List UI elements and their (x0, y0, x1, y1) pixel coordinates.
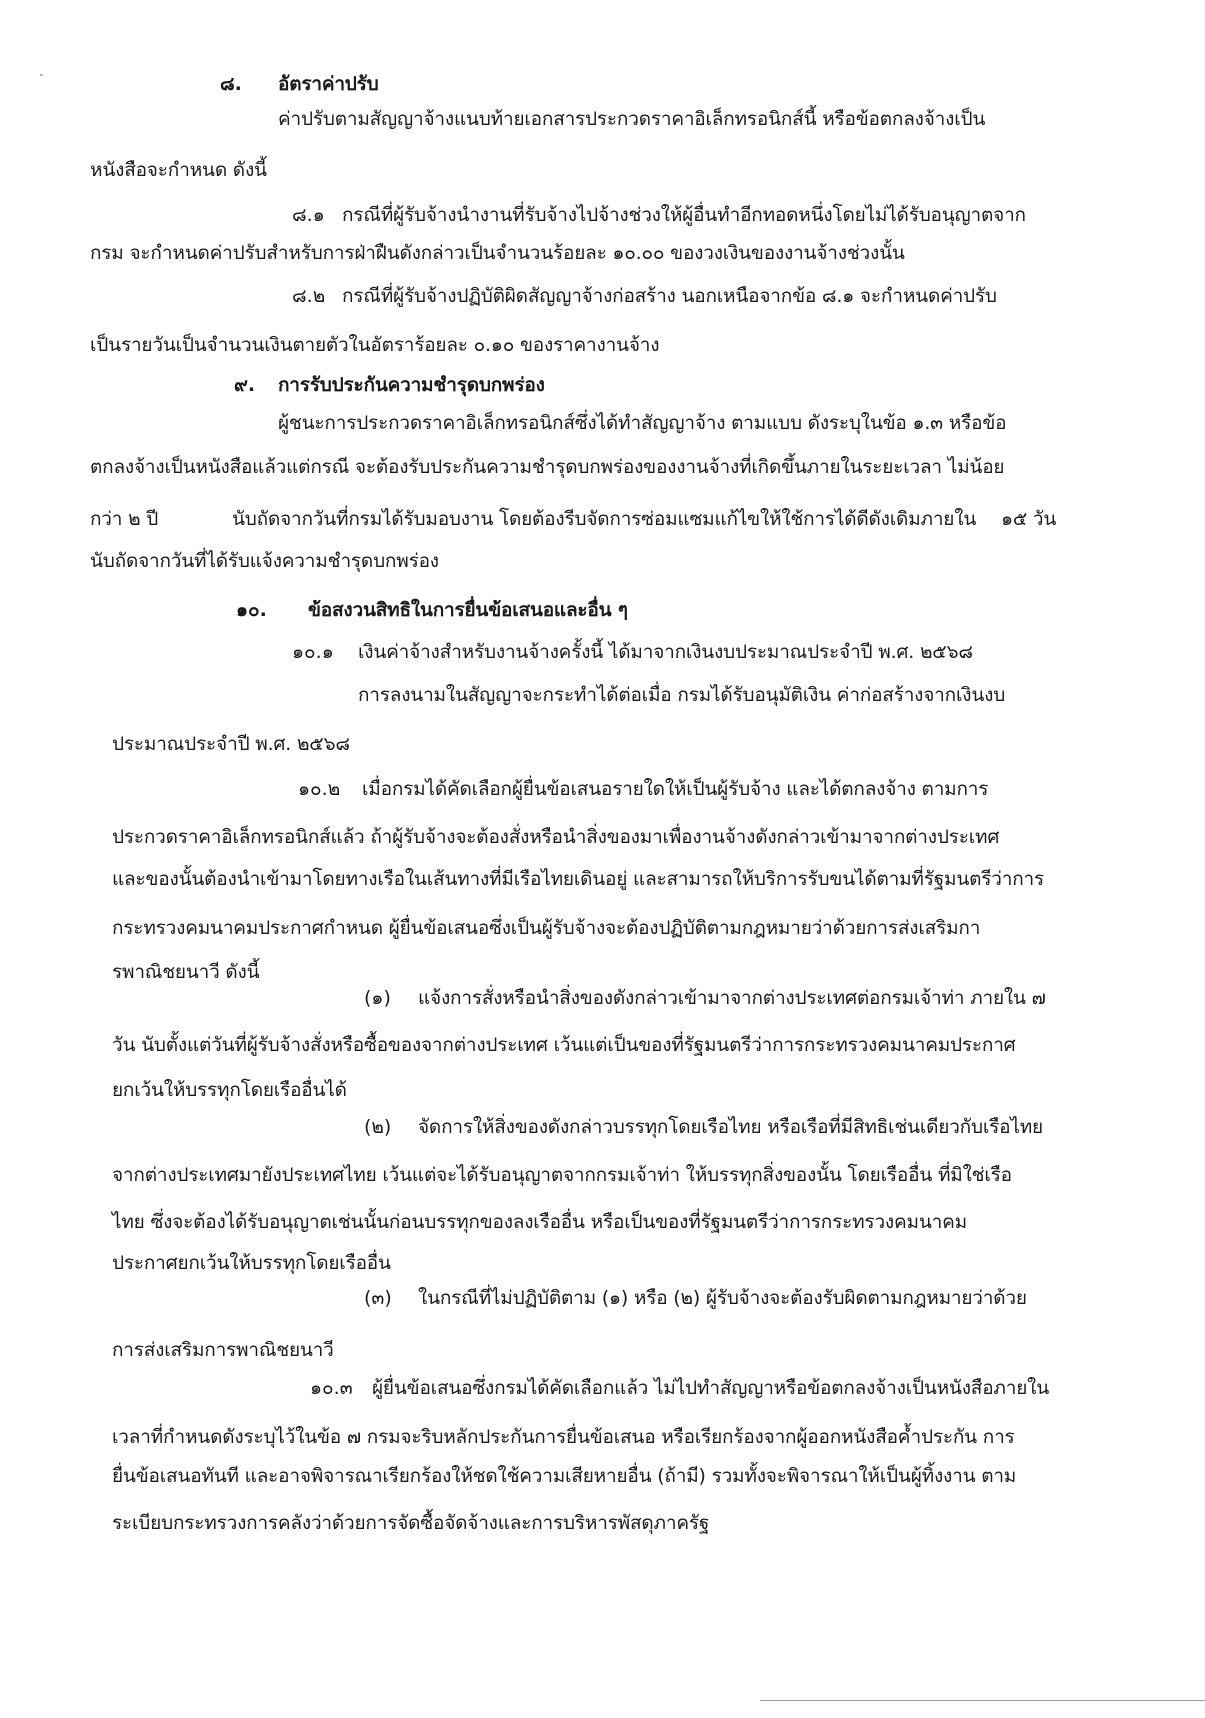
subitem-2-line-3: ไทย ซึ่งจะต้องได้รับอนุญาตเช่นนั้นก่อนบรรทุกของลงเรืออื่น หรือเป็นของที่รัฐมนตรีว่าการกระทรวงคมนาคม (112, 1211, 967, 1233)
subitem-1-number: (๑) (364, 987, 391, 1009)
section-10-title: ข้อสงวนสิทธิในการยื่นข้อเสนอและอื่น ๆ (308, 599, 628, 621)
subitem-3-line-2: การส่งเสริมการพาณิชยนาวี (112, 1339, 334, 1361)
item-10-2-line-3: และของนั้นต้องนำเข้ามาโดยทางเรือในเส้นทางที่มีเรือไทยเดินอยู่ และสามารถให้บริการรับขนได้ตามที่รัฐมนตรีว่าการ (112, 868, 1044, 890)
item-10-2-line-1: เมื่อกรมได้คัดเลือกผู้ยื่นข้อเสนอรายใดให้เป็นผู้รับจ้าง และได้ตกลงจ้าง ตามการ (362, 778, 989, 800)
item-10-1-number: ๑๐.๑ (292, 641, 334, 663)
item-8-2-number: ๘.๒ (292, 285, 326, 307)
subitem-2-line-4: ประกาศยกเว้นให้บรรทุกโดยเรืออื่น (112, 1252, 391, 1274)
item-10-1-line-2: การลงนามในสัญญาจะกระทำได้ต่อเมื่อ กรมได้รับอนุมัติเงิน ค่าก่อสร้างจากเงินงบ (358, 684, 1006, 706)
item-8-2-line-2: เป็นรายวันเป็นจำนวนเงินตายตัวในอัตราร้อยละ ๐.๑๐ ของราคางานจ้าง (90, 334, 660, 356)
item-10-2-line-2: ประกวดราคาอิเล็กทรอนิกส์แล้ว ถ้าผู้รับจ้างจะต้องสั่งหรือนำสิ่งของมาเพื่องานจ้างดังกล่าวเข้ามาจากต่างประเทศ (112, 826, 1000, 848)
section-9-line-3-middle: นับถัดจากวันที่กรมได้รับมอบงาน โดยต้องรีบจัดการซ่อมแซมแก้ไขให้ใช้การได้ดีดังเดิมภายใน (232, 508, 977, 530)
item-10-2-number: ๑๐.๒ (298, 778, 341, 800)
subitem-1-line-1: แจ้งการสั่งหรือนำสิ่งของดังกล่าวเข้ามาจากต่างประเทศต่อกรมเจ้าท่า ภายใน ๗ (418, 987, 1046, 1009)
section-8-number: ๘. (220, 73, 242, 95)
section-9-line-3-start: กว่า ๒ ปี (90, 508, 159, 530)
scan-speck (40, 74, 43, 76)
section-9-line-2: ตกลงจ้างเป็นหนังสือแล้วแต่กรณี จะต้องรับประกันความชำรุดบกพร่องของงานจ้างที่เกิดขึ้นภายในระยะเวลา ไม่น้อย (90, 456, 1005, 478)
section-8-intro-line-2: หนังสือจะกำหนด ดังนี้ (90, 159, 267, 181)
item-10-1-line-1: เงินค่าจ้างสำหรับงานจ้างครั้งนี้ ได้มาจากเงินงบประมาณประจำปี พ.ศ. ๒๕๖๘ (358, 641, 973, 663)
item-10-1-line-3: ประมาณประจำปี พ.ศ. ๒๕๖๘ (112, 733, 350, 755)
subitem-3-line-1: ในกรณีที่ไม่ปฏิบัติตาม (๑) หรือ (๒) ผู้รับจ้างจะต้องรับผิดตามกฎหมายว่าด้วย (418, 1287, 1027, 1309)
section-9-title: การรับประกันความชำรุดบกพร่อง (278, 374, 545, 396)
item-10-2-line-4: กระทรวงคมนาคมประกาศกำหนด ผู้ยื่นข้อเสนอซึ่งเป็นผู้รับจ้างจะต้องปฏิบัติตามกฎหมายว่าด้วยการส่งเสริมกา (112, 917, 981, 939)
subitem-1-line-2: วัน นับตั้งแต่วันที่ผู้รับจ้างสั่งหรือซื้อของจากต่างประเทศ เว้นแต่เป็นของที่รัฐมนตรีว่าการกระทรวงคมนาคมประกาศ (112, 1034, 1016, 1056)
footer-rule (760, 1700, 1205, 1701)
item-10-3-line-4: ระเบียบกระทรวงการคลังว่าด้วยการจัดซื้อจัดจ้างและการบริหารพัสดุภาครัฐ (112, 1512, 710, 1534)
item-10-3-line-3: ยื่นข้อเสนอทันที และอาจพิจารณาเรียกร้องให้ชดใช้ความเสียหายอื่น (ถ้ามี) รวมทั้งจะพิจารณาให้เป็นผู้ทิ้งงาน ตาม (112, 1465, 1017, 1487)
section-8-intro-line-1: ค่าปรับตามสัญญาจ้างแนบท้ายเอกสารประกวดราคาอิเล็กทรอนิกส์นี้ หรือข้อตกลงจ้างเป็น (278, 108, 986, 130)
subitem-2-line-1: จัดการให้สิ่งของดังกล่าวบรรทุกโดยเรือไทย หรือเรือที่มีสิทธิเช่นเดียวกับเรือไทย (418, 1116, 1043, 1138)
item-8-2-line-1: กรณีที่ผู้รับจ้างปฏิบัติผิดสัญญาจ้างก่อสร้าง นอกเหนือจากข้อ ๘.๑ จะกำหนดค่าปรับ (342, 285, 997, 307)
item-8-1-line-2: กรม จะกำหนดค่าปรับสำหรับการฝ่าฝืนดังกล่าวเป็นจำนวนร้อยละ ๑๐.๐๐ ของวงเงินของงานจ้างช่วงนั้น (90, 242, 905, 264)
item-10-3-number: ๑๐.๓ (310, 1377, 353, 1399)
subitem-3-number: (๓) (364, 1287, 392, 1309)
subitem-2-number: (๒) (364, 1116, 392, 1138)
item-8-1-number: ๘.๑ (292, 204, 325, 226)
section-9-line-1: ผู้ชนะการประกวดราคาอิเล็กทรอนิกส์ซึ่งได้ทำสัญญาจ้าง ตามแบบ ดังระบุในข้อ ๑.๓ หรือข้อ (278, 412, 1007, 434)
section-10-number: ๑๐. (236, 599, 267, 621)
section-9-line-3-end: ๑๕ วัน (1001, 508, 1057, 530)
item-10-3-line-2: เวลาที่กำหนดดังระบุไว้ในข้อ ๗ กรมจะริบหลักประกันการยื่นข้อเสนอ หรือเรียกร้องจากผู้ออกหนังสือค้ำประกัน การ (112, 1426, 1015, 1448)
section-9-number: ๙. (234, 374, 256, 396)
section-9-line-4: นับถัดจากวันที่ได้รับแจ้งความชำรุดบกพร่อง (90, 550, 439, 572)
item-10-3-line-1: ผู้ยื่นข้อเสนอซึ่งกรมได้คัดเลือกแล้ว ไม่ไปทำสัญญาหรือข้อตกลงจ้างเป็นหนังสือภายใน (372, 1377, 1049, 1399)
item-10-2-line-5: รพาณิชยนาวี ดังนี้ (112, 961, 260, 983)
subitem-1-line-3: ยกเว้นให้บรรทุกโดยเรืออื่นได้ (112, 1079, 347, 1101)
subitem-2-line-2: จากต่างประเทศมายังประเทศไทย เว้นแต่จะได้รับอนุญาตจากกรมเจ้าท่า ให้บรรทุกสิ่งของนั้น โดยเรืออื่น ที่มิใช่เรือ (112, 1164, 1012, 1186)
section-8-title: อัตราค่าปรับ (278, 73, 379, 95)
item-8-1-line-1: กรณีที่ผู้รับจ้างนำงานที่รับจ้างไปจ้างช่วงให้ผู้อื่นทำอีกทอดหนึ่งโดยไม่ได้รับอนุญาตจาก (342, 204, 1026, 226)
